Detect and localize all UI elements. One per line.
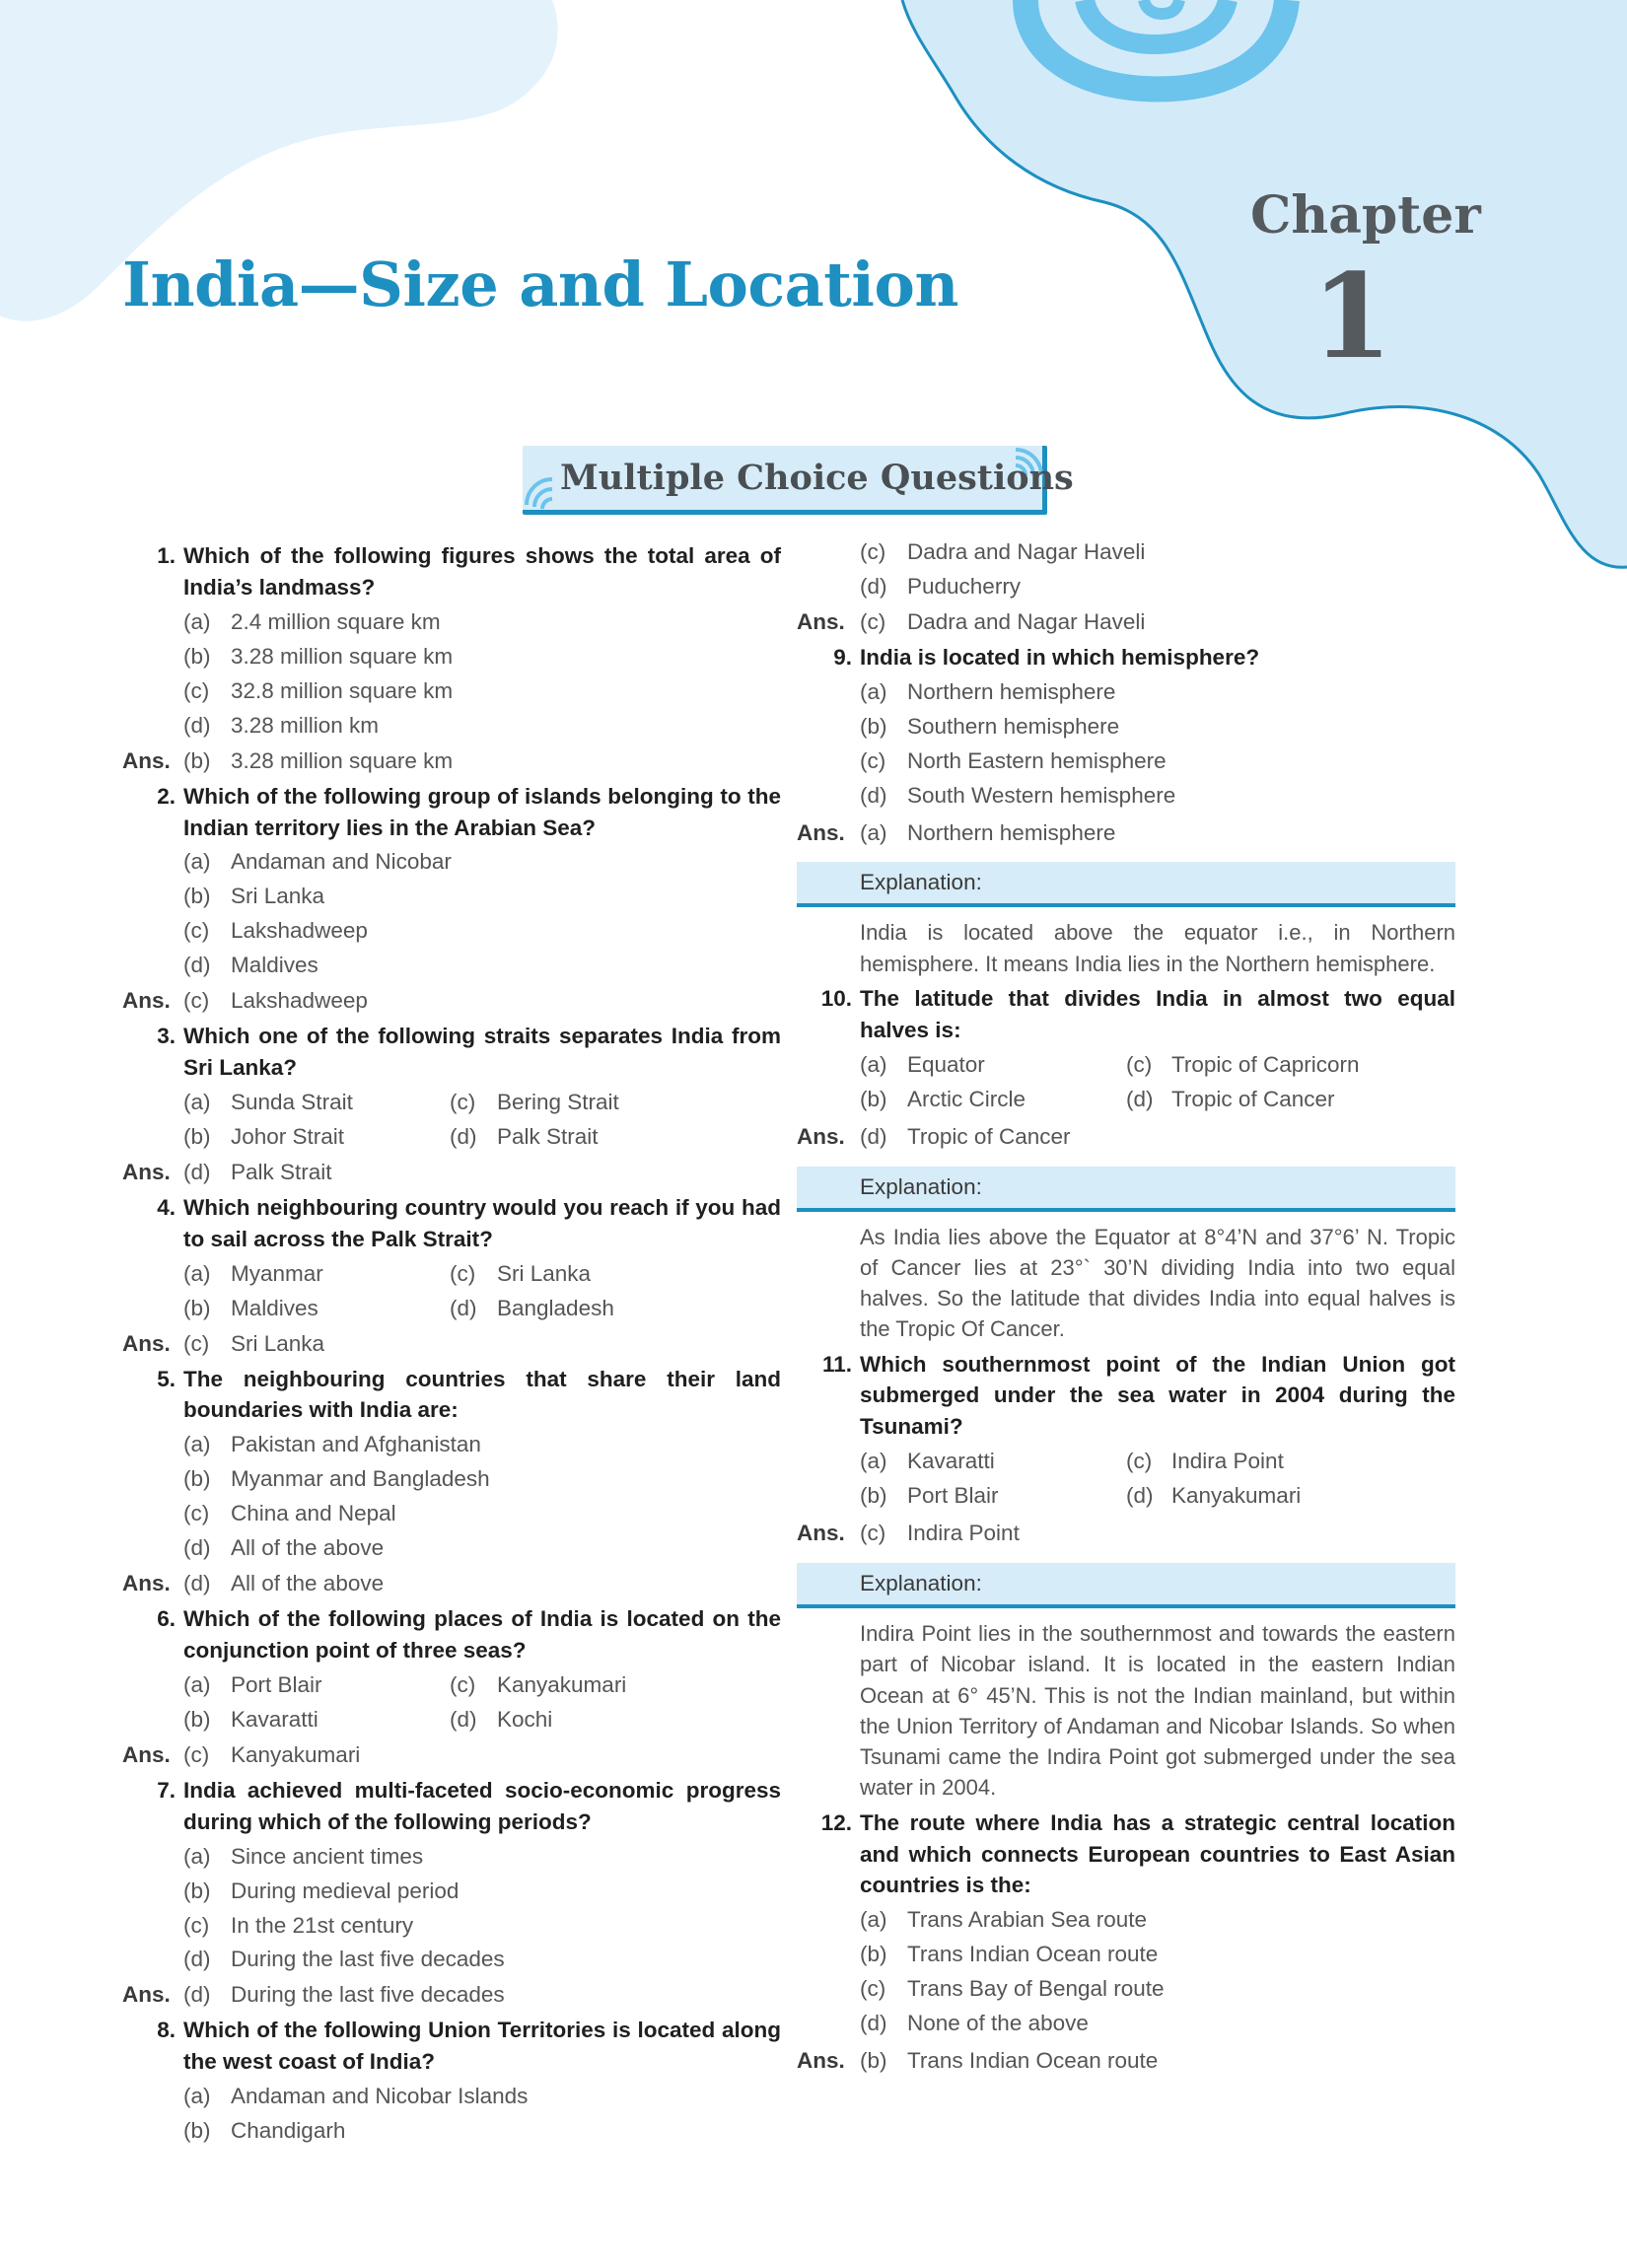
option: (b) Sri Lanka xyxy=(183,884,325,909)
option: (a) Trans Arabian Sea route xyxy=(860,1907,1148,1933)
option: (d) Bangladesh xyxy=(450,1295,614,1320)
option: (c) 32.8 million square km xyxy=(183,677,454,703)
option-grid xyxy=(797,1443,1455,1512)
question-11: 11. Which southernmost point of the Indian Union got submerged under the sea water in 2004 during the Tsunami? xyxy=(821,1351,1455,1440)
explanation-header: Explanation: xyxy=(797,1563,1455,1608)
option: (a) Andaman and Nicobar Islands xyxy=(183,2084,529,2109)
option: (c) Sri Lanka xyxy=(450,1260,592,1286)
answer-10: Ans. (d) Tropic of Cancer xyxy=(797,1123,1071,1149)
option: (a) 2.4 million square km xyxy=(183,608,441,634)
explanation-header: Explanation: xyxy=(797,1167,1455,1212)
explanation-text: India is located above the equator i.e., in Northern hemisphere. It means India lies in the Northern hemisphere. xyxy=(860,920,1455,976)
question-10: 10. The latitude that divides India in almost two equal halves is: xyxy=(820,985,1455,1042)
option: (d) Kochi xyxy=(450,1706,553,1732)
answer-5: Ans. (d) All of the above xyxy=(122,1571,385,1596)
option: (a) Myanmar xyxy=(183,1260,323,1286)
left-column xyxy=(118,536,781,2147)
option: (b) Port Blair xyxy=(860,1483,999,1509)
explanation-text: As India lies above the Equator at 8°4’N and 37°6’ N. Tropic of Cancer lies at 23°` 30’N dividing India into two equal halves. So the latitude that divides India into equal halves is the Tropic Of Cancer. xyxy=(860,1224,1455,1342)
option: (b) Arctic Circle xyxy=(860,1086,1026,1111)
question-4: 4. Which neighbouring country would you reach if you had to sail across the Palk Strait? xyxy=(157,1194,781,1251)
option: (d) Maldives xyxy=(183,953,318,978)
chapter-label: Chapter xyxy=(1250,185,1481,246)
option-grid xyxy=(118,1255,781,1324)
option: (b) Southern hemisphere xyxy=(860,713,1120,739)
option: (d) 3.28 million km xyxy=(183,712,380,738)
answer-4: Ans. (c) Sri Lanka xyxy=(122,1330,325,1356)
option: (c) Bering Strait xyxy=(450,1090,619,1114)
section-banner xyxy=(523,446,1074,519)
question-8: 8. Which of the following Union Territories is located along the west coast of India? xyxy=(157,2018,781,2075)
option: (a) Port Blair xyxy=(183,1671,322,1697)
answer-8: Ans. (c) Dadra and Nagar Haveli xyxy=(797,608,1146,634)
option: (c) Lakshadweep xyxy=(183,918,368,944)
option: (a) Pakistan and Afghanistan xyxy=(183,1432,481,1457)
option: (b) Myanmar and Bangladesh xyxy=(183,1466,490,1492)
option: (c) Indira Point xyxy=(1126,1449,1284,1474)
answer-12: Ans. (b) Trans Indian Ocean route xyxy=(797,2048,1159,2074)
option: (d) During the last five decades xyxy=(183,1947,505,1972)
option: (d) Palk Strait xyxy=(450,1123,599,1149)
question-12: 12. The route where India has a strategic central location and which connects European countries to East Asian countries is the: xyxy=(820,1809,1455,1898)
option: (b) Chandigarh xyxy=(183,2118,346,2144)
answer-1: Ans. (b) 3.28 million square km xyxy=(122,747,454,773)
right-column xyxy=(797,536,1455,2077)
option: (d) Puducherry xyxy=(860,573,1022,599)
answer-3: Ans. (d) Palk Strait xyxy=(122,1159,332,1184)
option: (b) Trans Indian Ocean route xyxy=(860,1942,1159,1967)
option: (d) Tropic of Cancer xyxy=(1126,1086,1335,1111)
question-1: 1. Which of the following figures shows the total area of India’s landmass? xyxy=(157,543,781,600)
option: (a) Equator xyxy=(860,1051,985,1077)
chapter-number: 1 xyxy=(1311,248,1393,385)
option: (b) During medieval period xyxy=(183,1878,460,1903)
option: (c) In the 21st century xyxy=(183,1912,414,1938)
option: (a) Northern hemisphere xyxy=(860,678,1116,704)
option-grid xyxy=(797,1046,1455,1115)
question-2: 2. Which of the following group of islands belonging to the Indian territory lies in the Arabian Sea? xyxy=(157,783,781,840)
answer-2: Ans. (c) Lakshadweep xyxy=(122,988,368,1014)
option: (a) Kavaratti xyxy=(860,1449,995,1474)
section-title: Multiple Choice Questions xyxy=(560,458,1074,498)
option: (b) Maldives xyxy=(183,1295,318,1320)
option: (c) Dadra and Nagar Haveli xyxy=(860,539,1146,564)
answer-6: Ans. (c) Kanyakumari xyxy=(122,1741,361,1767)
answer-9: Ans. (a) Northern hemisphere xyxy=(797,819,1116,845)
option: (c) North Eastern hemisphere xyxy=(860,747,1167,773)
option: (a) Andaman and Nicobar xyxy=(183,849,452,875)
question-3: 3. Which one of the following straits separates India from Sri Lanka? xyxy=(157,1024,781,1081)
question-6: 6. Which of the following places of India is located on the conjunction point of three seas? xyxy=(157,1606,781,1663)
option: (c) China and Nepal xyxy=(183,1501,396,1526)
option: (d) All of the above xyxy=(183,1535,385,1561)
question-9: 9. India is located in which hemisphere? xyxy=(833,644,1260,670)
option: (a) Sunda Strait xyxy=(183,1090,353,1114)
chapter-title: India—Size and Location xyxy=(122,248,958,320)
question-5: 5. The neighbouring countries that share their land boundaries with India are: xyxy=(157,1366,781,1423)
option: (c) Trans Bay of Bengal route xyxy=(860,1976,1165,2002)
question-7: 7. India achieved multi-faceted socio-economic progress during which of the following periods? xyxy=(157,1777,781,1834)
option: (d) Kanyakumari xyxy=(1126,1483,1302,1509)
option: (c) Kanyakumari xyxy=(450,1671,627,1697)
option: (d) South Western hemisphere xyxy=(860,782,1176,808)
option: (b) 3.28 million square km xyxy=(183,643,454,669)
explanation-header: Explanation: xyxy=(797,862,1455,907)
explanation-text: Indira Point lies in the southernmost and towards the eastern part of Nicobar island. It is located in the eastern Indian Ocean at 6° 45’N. This is not the Indian mainland, but within the Union Territory of Andaman and Nicobar Islands. So when Tsunami came the Indira Point got submerged under the sea water in 2004. xyxy=(860,1621,1455,1801)
option: (b) Kavaratti xyxy=(183,1706,318,1732)
option-grid xyxy=(118,1666,781,1736)
option: (c) Tropic of Capricorn xyxy=(1126,1051,1360,1077)
option: (d) None of the above xyxy=(860,2011,1089,2036)
answer-11: Ans. (c) Indira Point xyxy=(797,1521,1020,1546)
answer-7: Ans. (d) During the last five decades xyxy=(122,1982,505,2008)
option-grid xyxy=(118,1084,781,1153)
option: (a) Since ancient times xyxy=(183,1843,424,1869)
option: (b) Johor Strait xyxy=(183,1123,345,1149)
